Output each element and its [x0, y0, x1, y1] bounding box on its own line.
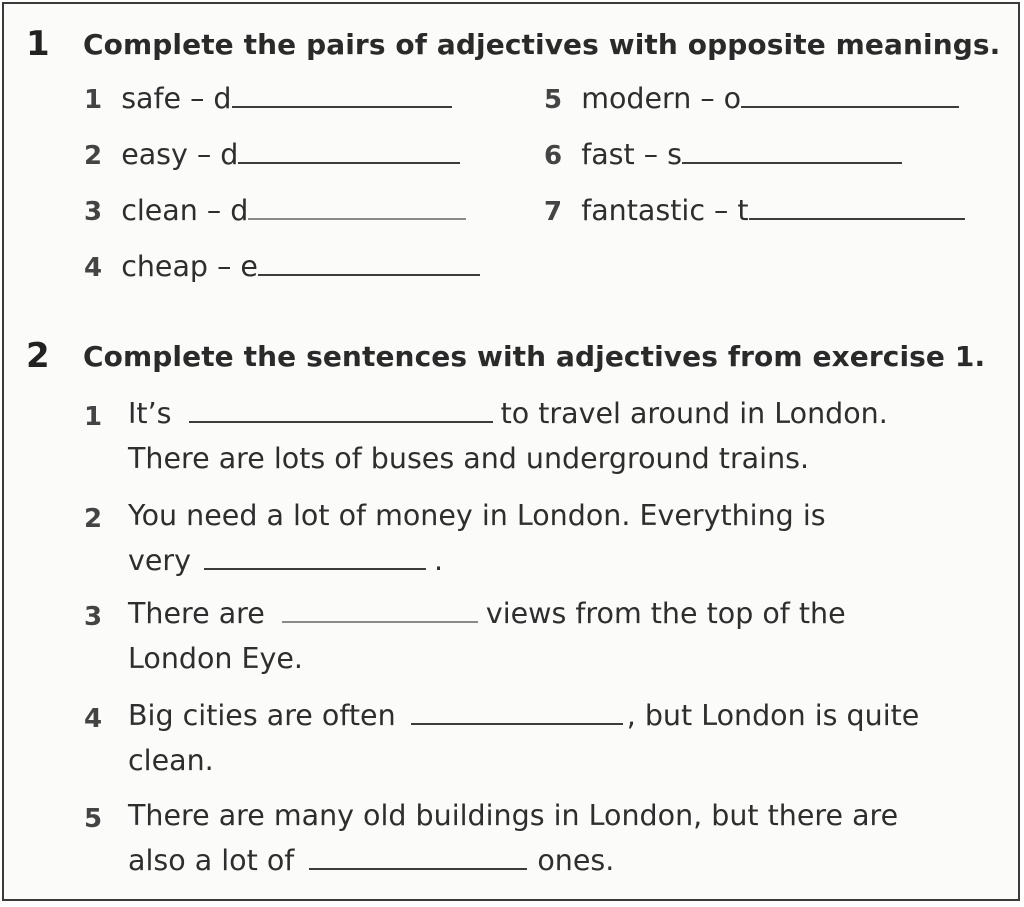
- sentence-text: .: [434, 544, 444, 577]
- sentence-text: views from the top of the: [485, 597, 846, 630]
- answer-blank[interactable]: [258, 250, 480, 276]
- item-prompt: cheap – e: [121, 250, 258, 283]
- sentence-text: to travel around in London.: [500, 397, 888, 430]
- ex2-item-1-line-1: [128, 397, 888, 430]
- exercise-1-number: 1: [26, 24, 50, 64]
- answer-blank[interactable]: [682, 138, 902, 164]
- answer-blank[interactable]: [309, 844, 527, 870]
- ex1-item-4: [84, 250, 480, 283]
- ex1-item-3: [84, 194, 466, 227]
- ex2-item-2-line-2: [128, 544, 443, 577]
- item-number: 4: [84, 253, 103, 283]
- answer-blank[interactable]: [749, 194, 965, 220]
- ex2-item-4-number: 4: [84, 704, 103, 734]
- exercise-1-instruction: Complete the pairs of adjectives with opposite meanings.: [83, 28, 1001, 61]
- ex2-item-2-number: 2: [84, 504, 103, 534]
- answer-blank[interactable]: [411, 699, 623, 725]
- answer-blank[interactable]: [238, 138, 460, 164]
- ex2-item-3-line-2: London Eye.: [128, 642, 303, 675]
- ex2-item-5-line-2: [128, 844, 614, 877]
- item-number: 6: [544, 141, 563, 171]
- sentence-text: It’s: [128, 397, 172, 430]
- ex1-item-5: [544, 82, 959, 115]
- item-number: 5: [544, 85, 563, 115]
- exercise-2-instruction: Complete the sentences with adjectives from exercise 1.: [83, 340, 986, 373]
- ex1-item-7: [544, 194, 965, 227]
- item-prompt: fast – s: [581, 138, 682, 171]
- worksheet-page: [2, 2, 1020, 901]
- answer-blank[interactable]: [189, 397, 493, 423]
- ex2-item-5-line-1: There are many old buildings in London, but there are: [128, 799, 899, 832]
- item-prompt: clean – d: [121, 194, 249, 227]
- sentence-text: , but London is quite: [626, 699, 920, 732]
- exercise-2-number: 2: [26, 336, 50, 376]
- item-prompt: fantastic – t: [581, 194, 749, 227]
- ex2-item-4-line-2: clean.: [128, 744, 214, 777]
- ex1-item-6: [544, 138, 902, 171]
- sentence-text: There are: [128, 597, 265, 630]
- ex2-item-1-number: 1: [84, 402, 103, 432]
- sentence-text: also a lot of: [128, 844, 295, 877]
- item-number: 1: [84, 85, 103, 115]
- ex1-item-2: [84, 138, 460, 171]
- sentence-text: Big cities are often: [128, 699, 396, 732]
- ex2-item-2-line-1: You need a lot of money in London. Everything is: [128, 499, 826, 532]
- item-number: 3: [84, 197, 103, 227]
- answer-blank[interactable]: [741, 82, 959, 108]
- answer-blank[interactable]: [232, 82, 452, 108]
- ex2-item-3-line-1: [128, 597, 846, 630]
- item-number: 7: [544, 197, 563, 227]
- item-prompt: modern – o: [581, 82, 742, 115]
- ex2-item-3-number: 3: [84, 602, 103, 632]
- ex1-item-1: [84, 82, 452, 115]
- item-prompt: easy – d: [121, 138, 239, 171]
- ex2-item-4-line-1: [128, 699, 919, 732]
- sentence-text: very: [128, 544, 191, 577]
- ex2-item-1-line-2: There are lots of buses and underground trains.: [128, 442, 810, 475]
- answer-blank[interactable]: [248, 194, 466, 220]
- sentence-text: ones.: [537, 844, 615, 877]
- item-prompt: safe – d: [121, 82, 232, 115]
- answer-blank[interactable]: [204, 544, 426, 570]
- item-number: 2: [84, 141, 103, 171]
- ex2-item-5-number: 5: [84, 804, 103, 834]
- answer-blank[interactable]: [282, 597, 478, 623]
